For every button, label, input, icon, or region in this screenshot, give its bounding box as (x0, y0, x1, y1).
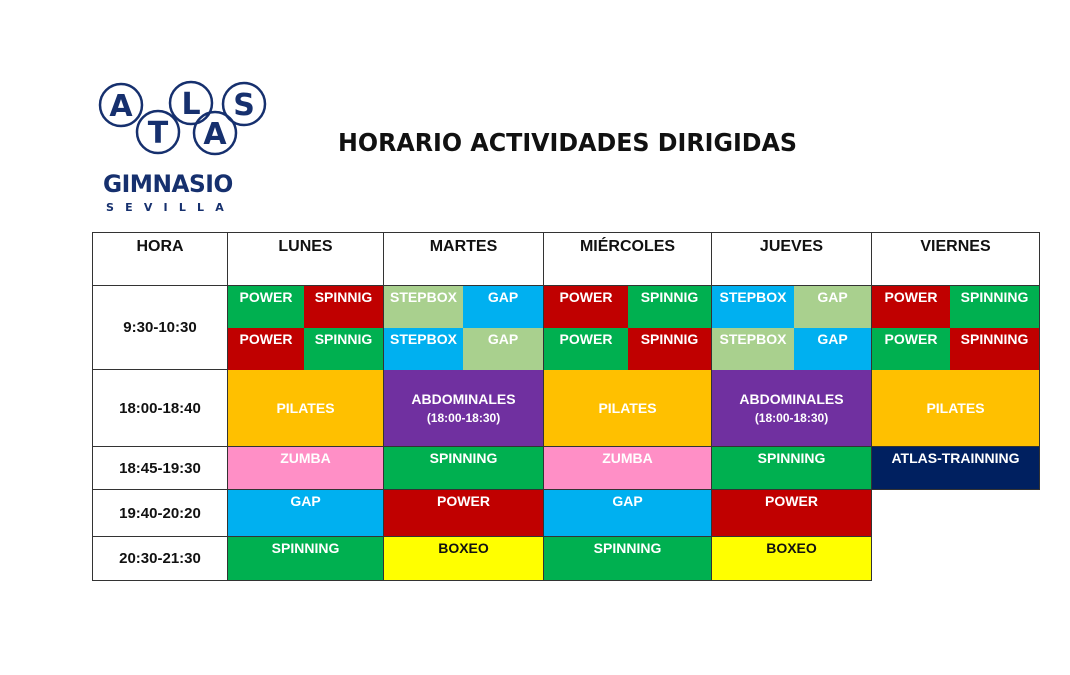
activity-time-note: (18:00-18:30) (426, 411, 501, 425)
activity-cell (794, 328, 871, 370)
logo-brand: GIMNASIO (103, 170, 233, 198)
activity-cell (544, 286, 628, 328)
time-slot (92, 285, 228, 370)
activity-cell (950, 286, 1039, 328)
activity-label: STEPBOX (719, 331, 787, 347)
logo-letter-s: S (233, 88, 255, 123)
logo-rings (98, 80, 273, 170)
day-header-label: JUEVES (759, 238, 824, 255)
gym-logo (98, 80, 273, 220)
activity-cell (794, 286, 871, 328)
activity-label: POWER (437, 493, 490, 509)
hour-header (92, 232, 228, 286)
activity-time-note: (18:00-18:30) (754, 411, 829, 425)
activity-cell (628, 286, 711, 328)
activity-cell (872, 447, 1039, 489)
activity-label: SPINNING (960, 289, 1029, 305)
activity-cell (228, 537, 383, 580)
time-slot (92, 446, 228, 490)
time-slot-label: 18:45-19:30 (119, 459, 201, 477)
activity-label: STEPBOX (390, 289, 457, 305)
activity-cell (463, 286, 543, 328)
time-slot (92, 489, 228, 537)
time-slot (92, 369, 228, 447)
time-slot-label: 19:40-20:20 (119, 504, 201, 522)
activity-cell (228, 370, 383, 446)
time-slot-label: 18:00-18:40 (119, 399, 201, 417)
day-header-label: MARTES (429, 238, 498, 255)
activity-label: ABDOMINALES (739, 391, 844, 407)
activity-cell (384, 537, 543, 580)
activity-label: GAP (487, 289, 519, 305)
activity-label: BOXEO (766, 540, 817, 556)
activity-cell (304, 286, 383, 328)
day-header (383, 232, 544, 286)
activity-cell (950, 328, 1039, 370)
activity-cell (384, 328, 463, 370)
activity-cell (384, 490, 543, 536)
activity-label: POWER (884, 331, 938, 347)
activity-cell (872, 370, 1039, 446)
activity-label: SPINNIG (314, 289, 373, 305)
time-slot-label: 20:30-21:30 (119, 550, 201, 567)
day-header-label: HORA (136, 238, 184, 255)
activity-cell (712, 490, 871, 536)
activity-cell (544, 328, 628, 370)
activity-label: SPINNING (960, 331, 1029, 347)
activity-label: SPINNING (429, 450, 498, 466)
activity-cell (228, 447, 383, 489)
activity-cell (228, 328, 304, 370)
activity-cell (384, 286, 463, 328)
activity-label: ZUMBA (280, 450, 331, 466)
activity-label: SPINNIG (640, 289, 699, 305)
logo-letter-a2: A (203, 117, 227, 152)
activity-cell (544, 370, 711, 446)
logo-city: SEVILLA (106, 201, 235, 214)
activity-cell (544, 537, 711, 580)
activity-label: GAP (487, 331, 519, 347)
time-slot-label: 9:30-10:30 (123, 319, 197, 336)
activity-label: SPINNIG (314, 331, 373, 347)
activity-cell (712, 328, 794, 370)
activity-label: SPINNING (757, 450, 826, 466)
day-header (543, 232, 712, 286)
activity-label: POWER (884, 289, 938, 305)
activity-cell (712, 447, 871, 489)
activity-label: POWER (239, 289, 293, 305)
activity-label: PILATES (926, 400, 985, 416)
time-slot (92, 536, 228, 581)
activity-label: ATLAS-TRAINNING (891, 450, 1020, 466)
activity-cell (872, 286, 950, 328)
activity-cell (304, 328, 383, 370)
activity-cell (463, 328, 543, 370)
activity-label: PILATES (598, 400, 657, 416)
logo-letter-a1: A (109, 89, 133, 124)
activity-cell (384, 447, 543, 489)
activity-label: STEPBOX (390, 331, 457, 347)
activity-label: GAP (612, 493, 643, 509)
day-header (227, 232, 384, 286)
page-title: HORARIO ACTIVIDADES DIRIGIDAS (338, 128, 797, 157)
day-header (711, 232, 872, 286)
activity-cell (228, 490, 383, 536)
logo-letter-t: T (147, 116, 169, 151)
activity-label: SPINNING (593, 540, 662, 556)
activity-label: POWER (559, 331, 613, 347)
activity-cell (712, 286, 794, 328)
activity-cell (872, 328, 950, 370)
activity-label: ZUMBA (602, 450, 653, 466)
activity-label: BOXEO (438, 540, 489, 556)
activity-label: POWER (559, 289, 613, 305)
day-header-label: LUNES (278, 238, 333, 255)
activity-label: GAP (817, 289, 848, 305)
activity-label: SPINNING (271, 540, 340, 556)
activity-label: STEPBOX (719, 289, 787, 305)
activity-cell (544, 490, 711, 536)
day-header-label: VIERNES (920, 238, 991, 255)
activity-cell (544, 447, 711, 489)
activity-label: POWER (765, 493, 818, 509)
activity-cell (628, 328, 711, 370)
activity-cell (384, 370, 543, 446)
activity-label: GAP (290, 493, 321, 509)
activity-label: PILATES (276, 400, 335, 416)
activity-label: POWER (239, 331, 293, 347)
activity-cell (712, 370, 871, 446)
activity-cell (228, 286, 304, 328)
day-header (871, 232, 1040, 286)
activity-cell (712, 537, 871, 580)
activity-label: ABDOMINALES (411, 391, 516, 407)
activity-label: SPINNIG (640, 331, 699, 347)
logo-letter-l: L (181, 87, 201, 122)
activity-label: GAP (817, 331, 848, 347)
day-header-label: MIÉRCOLES (579, 238, 676, 255)
